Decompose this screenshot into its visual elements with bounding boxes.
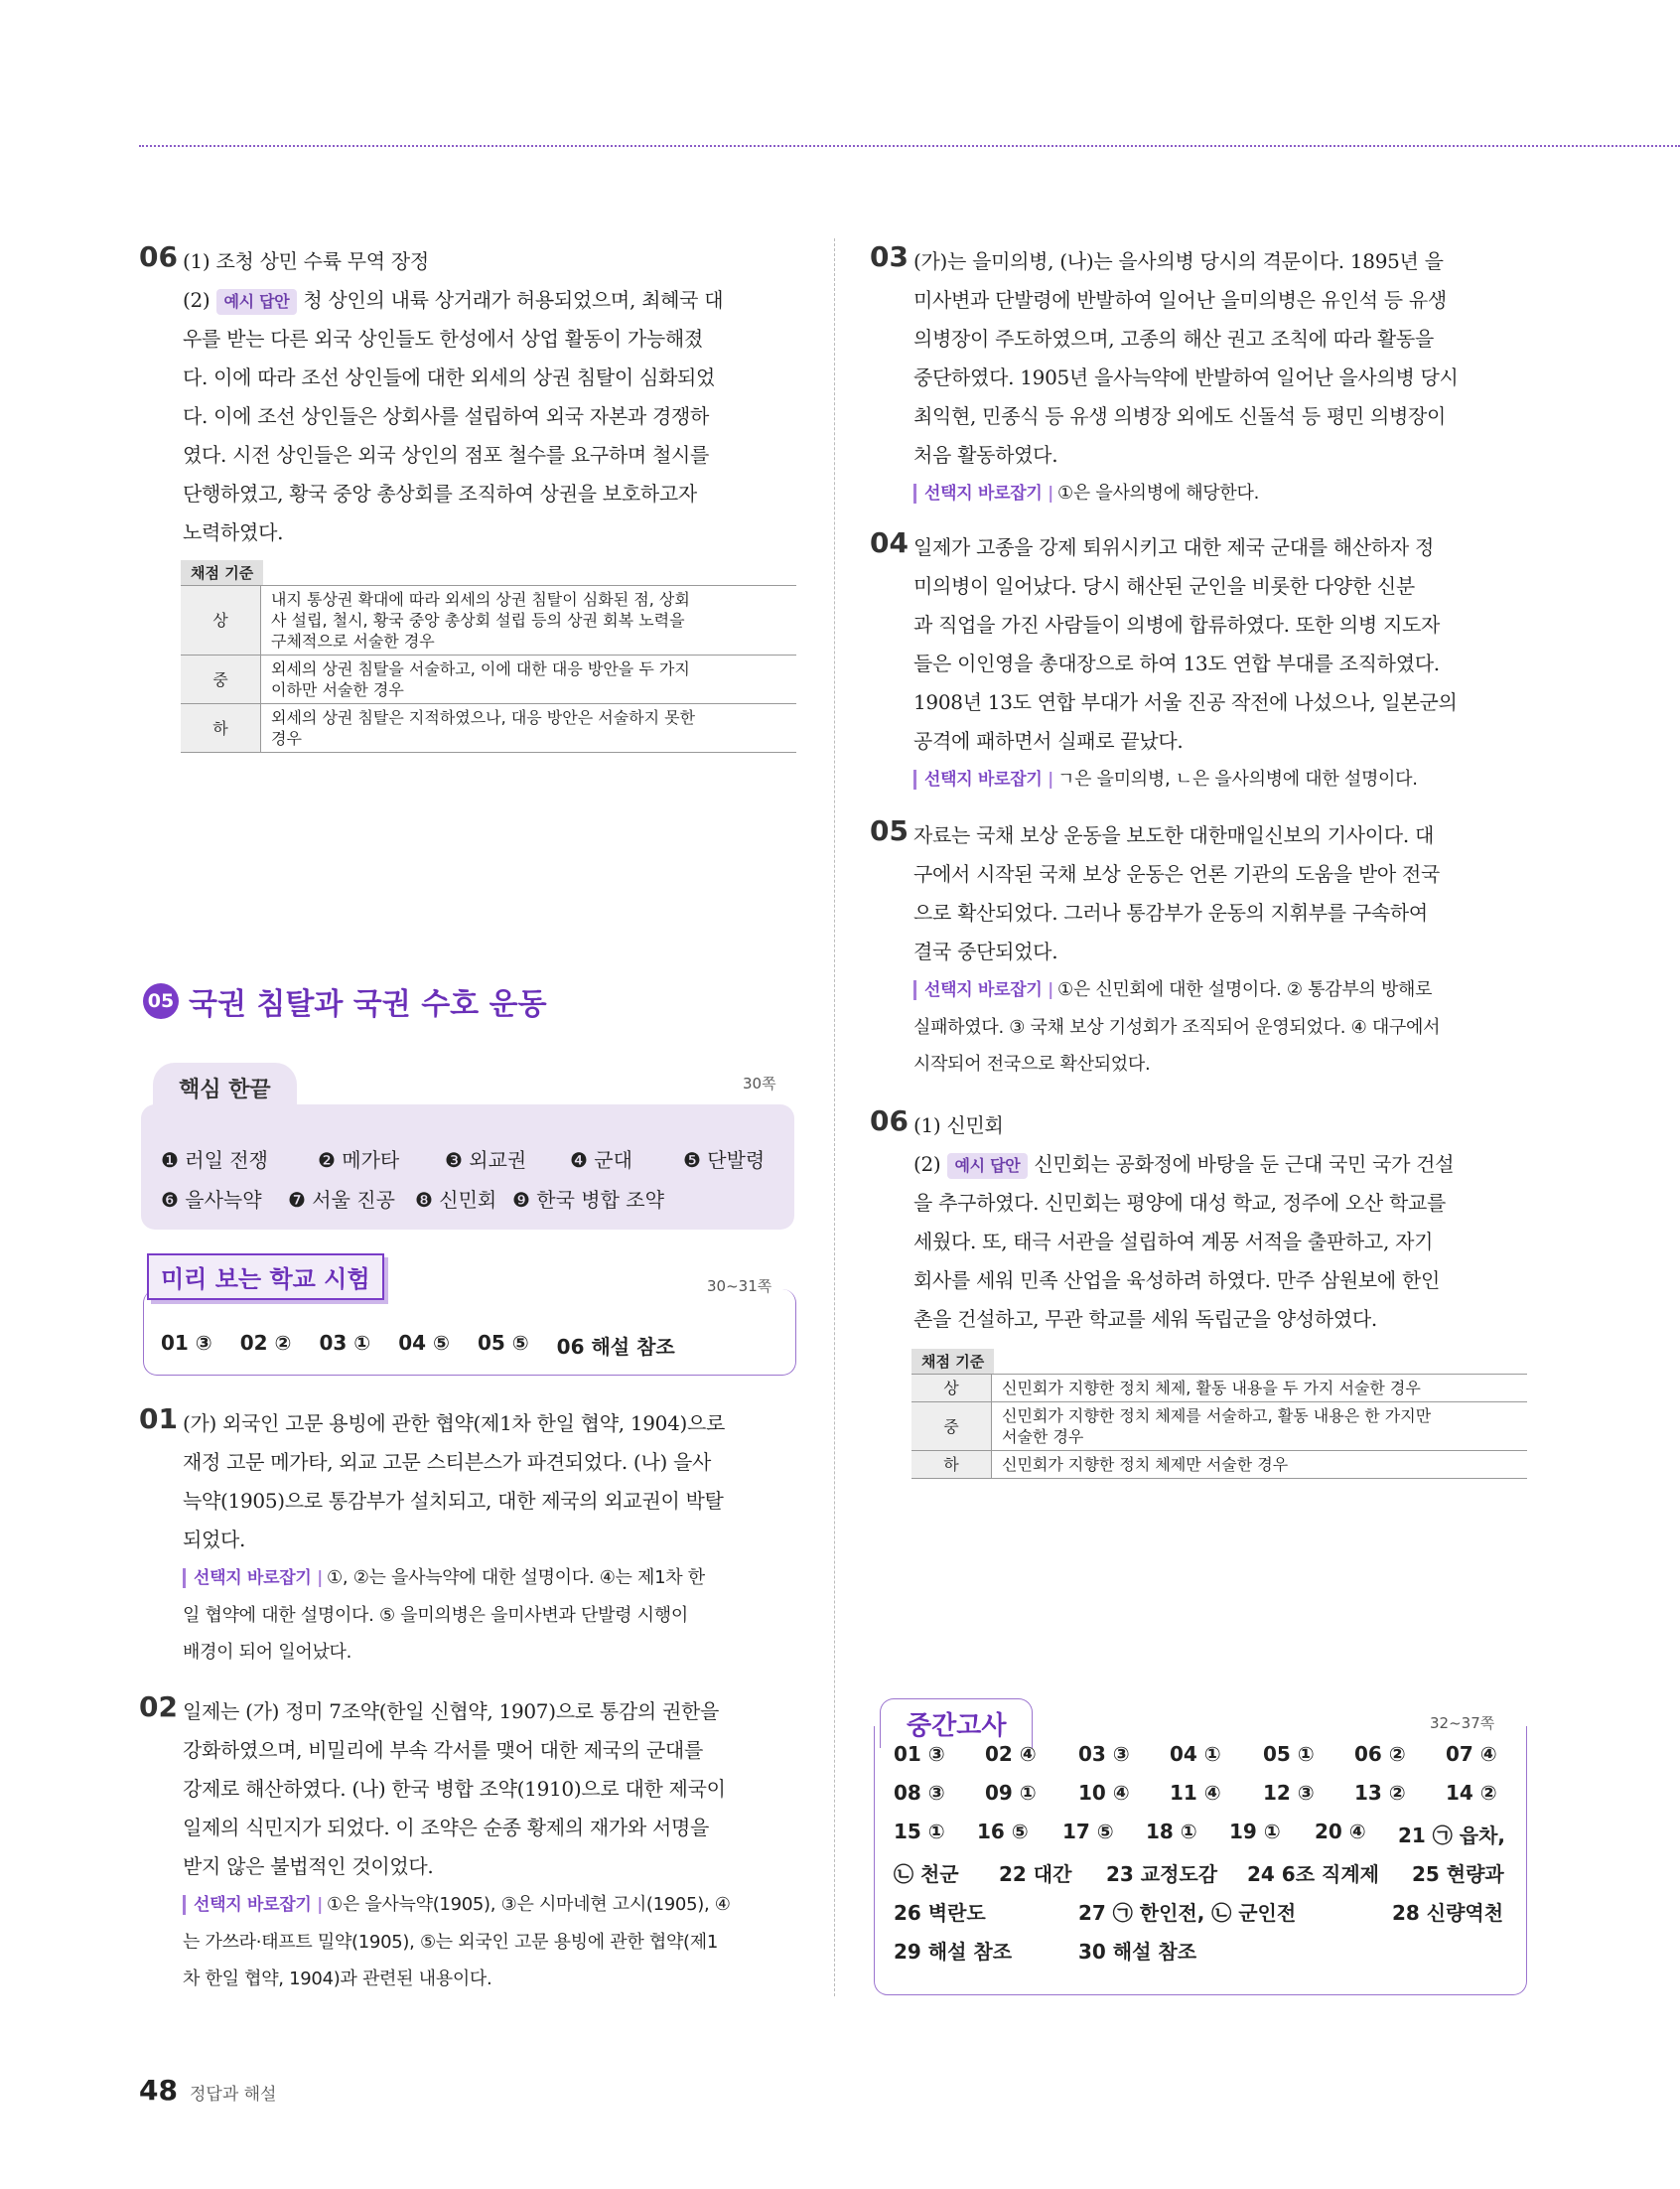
choice-correction: 선택지 바로잡기 | ㄱ은 을미의병, ㄴ은 을사의병에 대한 설명이다.: [913, 761, 1527, 799]
grade-desc: 신민회가 지향한 정치 체제, 활동 내용을 두 가지 서술한 경우: [992, 1375, 1528, 1402]
question-body: 자료는 국채 보상 운동을 보도한 대한매일신보의 기사이다. 대 구에서 시작된 국채 보상 운동은 언론 기관의 도움을 받아 전국 으로 확산되었다. 그러나 통감부가 운동의 지휘부를 구속하여 결국 중단되었다.: [913, 823, 1441, 963]
left-question-06: [139, 242, 796, 552]
table-row: [911, 1402, 1527, 1451]
preview-answers: [161, 1331, 675, 1360]
core-item: ❽ 신민회: [415, 1188, 497, 1212]
grade-level: 중: [911, 1402, 992, 1451]
question-body: [183, 1404, 796, 1559]
table-row: [181, 704, 796, 753]
column-divider: [834, 238, 835, 1996]
preview-page-ref: 30~31쪽: [707, 1277, 772, 1295]
choice-correction: 선택지 바로잡기 | ①은 을사의병에 해당한다.: [913, 475, 1527, 512]
midterm-label: 중간고사: [880, 1698, 1033, 1748]
question-number: 06: [139, 240, 178, 273]
grade-desc: 외세의 상권 침탈은 지적하였으나, 대응 방안은 서술하지 못한 경우: [261, 704, 797, 753]
footer-title: 정답과 해설: [189, 2085, 277, 2105]
table-row: [911, 1375, 1527, 1402]
question-body: (1) 신민회 (2) 예시 답안 신민회는 공화정에 바탕을 둔 근대 국민 국가 건설 을 추구하였다. 신민회는 평양에 대성 학교, 정주에 오산 학교를 세웠다. 또, 태극 서관을 설립하여 계몽 서적을 출판하고, 자기 회사를 세워 민족 산업을 육성하려 하였다. 만주 삼원보에 한인 촌을 건설하고, 무관 학교를 세워 독립군을 양성하였다.: [913, 1113, 1455, 1331]
grading-table: [911, 1374, 1527, 1479]
preview-exam-label: 미리 보는 학교 시험: [147, 1253, 384, 1300]
choice-correction-tag: 선택지 바로잡기 |: [183, 1895, 323, 1915]
page-footer: [139, 2074, 276, 2107]
answer-text: 였다. 시전 상인들은 외국 상인의 점포 철수를 요구하며 철시를: [183, 443, 710, 467]
core-item: ❷ 메가타: [318, 1148, 400, 1172]
answer-text: 단행하였고, 황국 중앙 총상회를 조직하여 상권을 보호하고자: [183, 482, 697, 506]
core-summary-label: 핵심 한끝: [153, 1063, 297, 1113]
answer-part-2-line: [183, 281, 796, 320]
grade-level: 상: [911, 1375, 992, 1402]
answer-text: 일제는 (가) 정미 7조약(한일 신협약, 1907)으로 통감의 권한을: [183, 1699, 720, 1723]
question-number: 01: [139, 1402, 178, 1435]
question-number: 02: [139, 1690, 178, 1723]
question-body: [183, 242, 796, 552]
answer-item: 04 ⑤: [398, 1331, 450, 1355]
question-body: [183, 1692, 796, 1886]
right-question-06: [870, 1106, 1527, 1339]
grade-level: 하: [181, 704, 261, 753]
core-row-1: [161, 1144, 765, 1173]
grade-level: 상: [181, 586, 261, 656]
answer-text: 청 상인의 내륙 상거래가 허용되었으며, 최혜국 대: [303, 288, 724, 312]
question-number: 06: [870, 1104, 909, 1137]
grading-title: 채점 기준: [911, 1349, 994, 1374]
question-body: 일제가 고종을 강제 퇴위시키고 대한 제국 군대를 해산하자 정 미의병이 일어났다. 당시 해산된 군인을 비롯한 다양한 신분 과 직업을 가진 사람들이 의병에 합류하였다. 또한 의병 지도자 들은 이인영을 총대장으로 하여 13도 연합 부대를 조직하였다. 1908년 13도 연합 부대가 서울 진공 작전에 나섰으나, 일본군의 공격에 패하면서 실패로 끝났다.: [913, 535, 1458, 753]
right-grading-table: [911, 1349, 1527, 1479]
core-item: ❺ 단발령: [683, 1148, 766, 1172]
section-number-badge: 05: [143, 983, 179, 1019]
answer-text: 다. 이에 조선 상인들은 상회사를 설립하여 외국 자본과 경쟁하: [183, 404, 710, 428]
example-answer-tag: 예시 답안: [216, 289, 298, 315]
answer-text: 강제로 해산하였다. (나) 한국 병합 조약(1910)으로 대한 제국이: [183, 1777, 726, 1801]
midterm-page-ref: 32~37쪽: [1430, 1714, 1495, 1732]
table-row: [911, 1451, 1527, 1479]
answer-text: 늑약(1905)으로 통감부가 설치되고, 대한 제국의 외교권이 박탈: [183, 1489, 724, 1513]
page-number: 48: [139, 2074, 178, 2107]
right-question-04: [870, 528, 1527, 799]
question-number: 05: [870, 814, 909, 847]
section-heading: 국권 침탈과 국권 수호 운동: [189, 987, 547, 1022]
part-prefix: (2): [183, 288, 210, 312]
answer-part-1: (1) 조청 상민 수륙 무역 장정: [183, 249, 429, 273]
core-item: ❹ 군대: [570, 1148, 632, 1172]
core-item: ❻ 을사늑약: [161, 1188, 262, 1212]
answer-item: 05 ⑤: [477, 1331, 529, 1355]
choice-correction-tag: 선택지 바로잡기 |: [913, 770, 1053, 790]
answer-item: 01 ③: [161, 1331, 212, 1355]
table-row: [181, 586, 796, 656]
left-question-01: [139, 1404, 796, 1671]
choice-correction-tag: 선택지 바로잡기 |: [183, 1568, 323, 1588]
grade-level: 하: [911, 1451, 992, 1479]
left-question-02: [139, 1692, 796, 1997]
core-item: ❶ 러일 전쟁: [161, 1148, 268, 1172]
core-item: ❸ 외교권: [445, 1148, 527, 1172]
choice-correction: 선택지 바로잡기 | ①은 을사늑약(1905), ③은 시마네현 고시(1905), ④ 는 가쓰라·태프트 밀약(1905), ⑤는 외국인 고문 용빙에 관한 협약(제1 차 한일 협약, 1904)과 관련된 내용이다.: [183, 1886, 796, 1997]
section-title: [143, 979, 547, 1023]
grade-desc: 내지 통상권 확대에 따라 외세의 상권 침탈이 심화된 점, 상회 사 설립, 철시, 황국 중앙 총상회 설립 등의 상권 회복 노력을 구체적으로 서술한 경우: [261, 586, 797, 656]
top-dotted-rule: [139, 145, 1680, 147]
answer-text: 다. 이에 따라 조선 상인들에 대한 외세의 상권 침탈이 심화되었: [183, 365, 716, 389]
grade-desc: 신민회가 지향한 정치 체제만 서술한 경우: [992, 1451, 1528, 1479]
answer-text: 일제의 식민지가 되었다. 이 조약은 순종 황제의 재가와 서명을: [183, 1816, 710, 1839]
core-item: ❾ 한국 병합 조약: [512, 1188, 664, 1212]
choice-correction-tag: 선택지 바로잡기 |: [913, 980, 1053, 1000]
core-row-2: [161, 1184, 664, 1213]
answer-text: 받지 않은 불법적인 것이었다.: [183, 1854, 434, 1878]
grading-title: 채점 기준: [181, 560, 263, 585]
choice-correction: 선택지 바로잡기 | ①은 신민회에 대한 설명이다. ② 통감부의 방해로 실패하였다. ③ 국채 보상 기성회가 조직되어 운영되었다. ④ 대구에서 시작되어 전국으로 확산되었다.: [913, 971, 1527, 1083]
table-row: [181, 656, 796, 704]
choice-correction: 선택지 바로잡기 | ①, ②는 을사늑약에 대한 설명이다. ④는 제1차 한 일 협약에 대한 설명이다. ⑤ 을미의병은 을미사변과 단발령 시행이 배경이 되어 일어났다.: [183, 1559, 796, 1671]
answer-text: 우를 받는 다른 외국 상인들도 한성에서 상업 활동이 가능해졌: [183, 327, 703, 351]
question-number: 04: [870, 526, 909, 559]
left-grading-table: [181, 560, 796, 753]
core-page-ref: 30쪽: [743, 1075, 776, 1093]
grading-table: [181, 585, 796, 753]
answer-text: 노력하였다.: [183, 520, 284, 544]
example-answer-tag: 예시 답안: [947, 1153, 1029, 1179]
grade-level: 중: [181, 656, 261, 704]
core-item: ❼ 서울 진공: [288, 1188, 395, 1212]
right-question-03: [870, 242, 1527, 512]
answer-item: 06 해설 참조: [556, 1335, 675, 1359]
answer-text: 되었다.: [183, 1528, 246, 1551]
answer-text: (가) 외국인 고문 용빙에 관한 협약(제1차 한일 협약, 1904)으로: [183, 1411, 726, 1435]
grade-desc: 외세의 상권 침탈을 서술하고, 이에 대한 대응 방안을 두 가지 이하만 서술한 경우: [261, 656, 797, 704]
question-number: 03: [870, 240, 909, 273]
question-body: (가)는 을미의병, (나)는 을사의병 당시의 격문이다. 1895년 을 미사변과 단발령에 반발하여 일어난 을미의병은 유인석 등 유생 의병장이 주도하였으며, 고종의 해산 권고 조칙에 따라 활동을 중단하였다. 1905년 을사늑약에 반발하여 일어난 을사의병 당시 최익현, 민종식 등 유생 의병장 외에도 신돌석 등 평민 의병장이 처음 활동하였다.: [913, 249, 1459, 467]
choice-correction-tag: 선택지 바로잡기 |: [913, 484, 1053, 504]
answer-item: 03 ①: [319, 1331, 371, 1355]
answer-item: 02 ②: [239, 1331, 292, 1355]
answer-text: 재정 고문 메가타, 외교 고문 스티븐스가 파견되었다. (나) 을사: [183, 1450, 712, 1474]
right-question-05: [870, 816, 1527, 1083]
answer-text: 강화하였으며, 비밀리에 부속 각서를 맺어 대한 제국의 군대를: [183, 1738, 703, 1762]
grade-desc: 신민회가 지향한 정치 체제를 서술하고, 활동 내용은 한 가지만 서술한 경우: [992, 1402, 1528, 1451]
